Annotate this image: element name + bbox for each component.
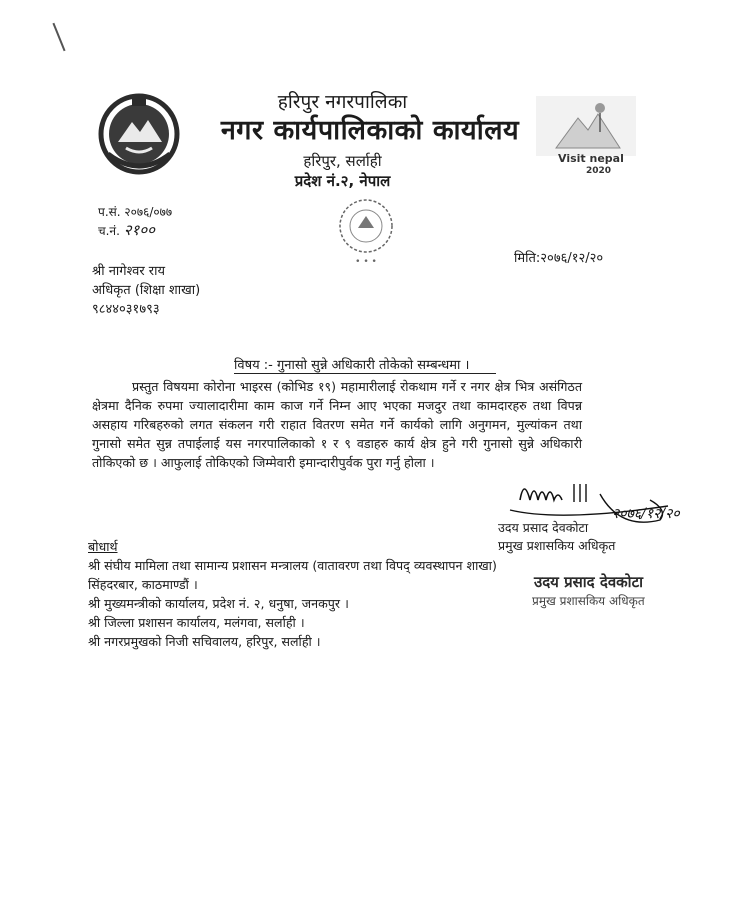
office-seal-stamp	[320, 192, 412, 270]
office-title: नगर कार्यपालिकाको कार्यालय	[220, 115, 520, 146]
chalani-number: २१००	[123, 221, 155, 239]
signature-stamp-name: उदय प्रसाद देवकोटा	[534, 573, 644, 591]
letter-body	[92, 377, 582, 472]
visit-nepal-text: Visit nepal	[558, 152, 624, 165]
body-paragraph: प्रस्तुत विषयमा कोरोना भाइरस (कोभिड १९) महामारीलाई रोकथाम गर्ने र नगर क्षेत्र भित्र असंगिठत क्षेत्रमा दैनिक रुपमा ज्यालादारीमा काम काज गर्ने निम्न आए भएका मजदुर तथा कामदारहरु तथा विपन्न असहाय गरिबहरुको लगत संकलन गरी राहात वितरण समेत गर्ने कार्यको लागि अनुगमन, मुल्यांकन तथा गुनासो समेत सुन्न तपाईलाई यस नगरपालिकाको १ र ९ वडाहरु कार्य क्षेत्र हुने गरी गुनासो सुन्ने अधिकारी तोकिएको छ । आफुलाई तोकिएको जिम्मेवारी इमान्दारीपुर्वक पुरा गर्नु होला ।	[92, 379, 582, 470]
patra-sankhya: प.सं. २०७६/०७७	[98, 205, 173, 219]
cc-item: श्री जिल्ला प्रशासन कार्यालय, मलंगवा, सर्लाही ।	[88, 615, 305, 630]
cc-item: श्री नगरप्रमुखको निजी सचिवालय, हरिपुर, सर्लाही ।	[88, 634, 321, 649]
address-line-1: हरिपुर, सर्लाही	[303, 152, 382, 170]
recipient-block	[92, 262, 200, 319]
signer-name: उदय प्रसाद देवकोटा	[498, 520, 589, 535]
cc-item: श्री संघीय मामिला तथा सामान्य प्रशासन मन्त्रालय (वातावरण तथा विपद् व्यवस्थापन शाखा)	[88, 558, 497, 573]
chalani-label: च.नं.	[98, 224, 120, 238]
recipient-designation: अधिकृत (शिक्षा शाखा)	[92, 283, 201, 298]
signature-date: २०७६/१२/२०	[612, 506, 680, 522]
recipient-phone: ९८४४०३१७९३	[92, 302, 160, 317]
subject-underline	[234, 373, 496, 374]
signer-title: प्रमुख प्रशासकिय अधिकृत	[498, 538, 616, 553]
cc-label: बोधार्थ	[88, 539, 118, 554]
cc-item: सिंहदरबार, काठमाण्डौं ।	[88, 577, 198, 592]
scan-mark	[52, 23, 65, 52]
cc-block	[88, 537, 558, 651]
signature-stamp-title: प्रमुख प्रशासकिय अधिकृत	[532, 594, 645, 608]
letter-subject: विषय :- गुनासो सुन्ने अधिकारी तोकेको सम्बन्धमा ।	[234, 358, 470, 373]
svg-text:• • •: • • •	[355, 257, 377, 267]
recipient-name: श्री नागेश्वर राय	[92, 264, 166, 279]
chalani-row	[98, 221, 172, 240]
visit-nepal-year: 2020	[586, 166, 612, 176]
reference-block	[98, 203, 172, 240]
cc-item: श्री मुख्यमन्त्रीको कार्यालय, प्रदेश नं. २, धनुषा, जनकपुर ।	[88, 596, 349, 611]
address-line-2: प्रदेश नं.२, नेपाल	[294, 172, 391, 190]
municipality-name: हरिपुर नगरपालिका	[277, 91, 408, 113]
letter-date: मिति:२०७६/१२/२०	[514, 251, 604, 266]
